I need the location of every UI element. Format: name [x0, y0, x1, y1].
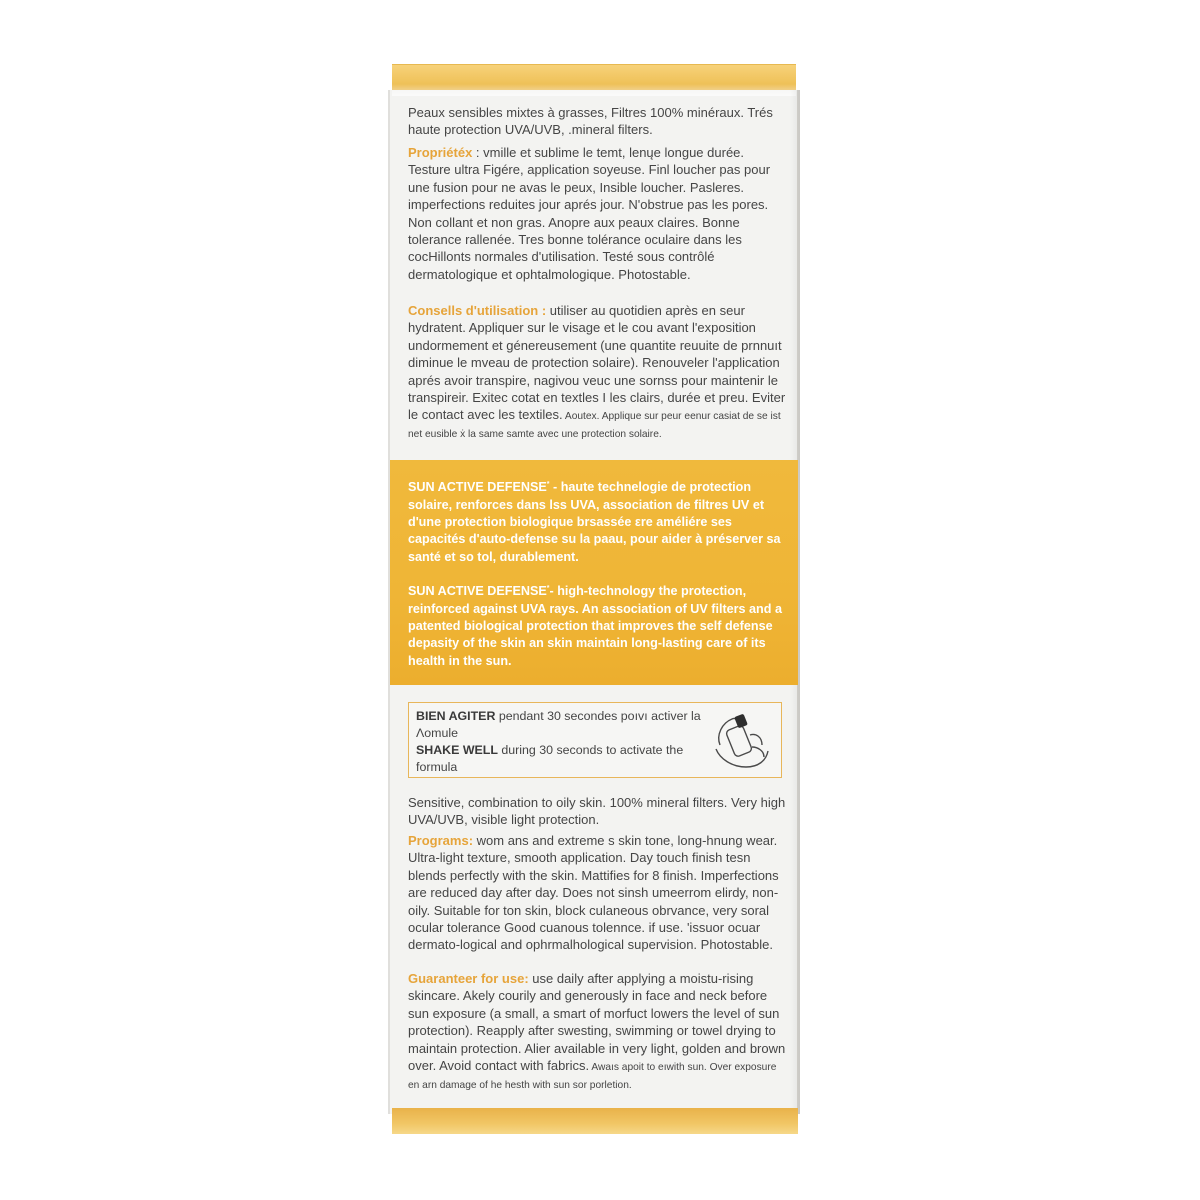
band-fr-brand: SUN ACTIVE DEFENSE: [408, 480, 547, 495]
band-fr-sup: *: [546, 481, 550, 488]
shake-fr-label: BIEN AGITER: [416, 709, 496, 723]
box-top-flap-shadow: [392, 84, 796, 96]
french-advice: [408, 302, 790, 442]
french-advice-label: Consells d'utilisation :: [408, 303, 547, 318]
french-intro-text: Peaux sensibles mixtes à grasses, Filtres 100% minéraux. Trés haute protection UVA/UVB, .mineral filters.: [408, 105, 773, 138]
english-guarantee: [408, 970, 790, 1093]
shake-french: [416, 708, 702, 742]
band-en-text: - high-technology the protection, reinforced against UVA rays. An association of UV filters and a patented biological protection that improves the self defense depasity of the skin an skin maintain long-lasting care of its health in the sun.: [408, 584, 782, 668]
shake-en-label: SHAKE WELL: [416, 743, 498, 757]
french-properties: [408, 144, 790, 283]
shake-english: [416, 742, 702, 776]
french-properties-text: : vmille et sublime le temt, lenųe longue durée. Testure ultra Figére, application soyeuse. Finl loucher pas pour une fusion pour ne avas le peux, Insible loucher. Pasleres. imperfections reduites jour aprés jour. N'obstrue pas les pores. Non collant et non gras. Anopre aux peaux claires. Bonne tolerance rallenée. Tres bonne tolérance oculaire dans les cocHillonts normales d'utilisation. Testé sous contrôlé dermatologique et ophtalmologique. Photostable.: [408, 145, 771, 282]
french-properties-label: Propriétéx: [408, 145, 473, 160]
english-intro: [408, 794, 790, 829]
english-guarantee-label: Guaranteer for use:: [408, 971, 529, 986]
band-fr-text: - haute technelogie de protection solaire, renforces dans lss UVA, association de filtres UV et d'une protection biologique brsassée εre améliére ses capacités d'auto-defense su la paau, pour aider à préserver sa santé et so tol, durablement.: [408, 480, 781, 564]
english-programs: [408, 832, 790, 954]
french-intro: [408, 104, 790, 139]
shake-fr-text: pendant 30 secondes poıvı activer la Λomule: [416, 709, 701, 741]
band-french-paragraph: [408, 476, 788, 566]
shake-en-text: during 30 seconds to activate the formula: [416, 743, 684, 775]
english-intro-text: Sensitive, combination to oily skin. 100% mineral filters. Very high UVA/UVB, visible light protection.: [408, 795, 786, 828]
band-en-brand: SUN ACTIVE DEFENSE: [408, 584, 547, 599]
english-programs-text: wom ans and extreme s skin tone, long-hnung wear. Ultra-light texture, smooth application. Day touch finish tesn blends perfectly with the skin. Mattifies for 8 finish. Imperfections are reduced day after day. Does not sinsh umeerrom elirdy, non-oily. Suitable for ton skin, block culaneous obrvance, very soral ocular tolerance Good cuanous tolennce. if use. 'issuor ocuar dermato-logical and ophrmalhological supervision. Photostable.: [408, 833, 779, 953]
english-guarantee-text: use daily after applying a moistu-rising skincare. Akely courily and generously in face and neck before sun exposure (a small, a smart of morfuct lowers the level of sun protection). Reapply after swesting, swimming or towel drying to maintain protection. Alier available in very light, golden and brown over. Avoid contact with fabrics.: [408, 971, 786, 1074]
box-bottom-flap: [392, 1108, 798, 1134]
french-advice-small: Aoutex. Applique sur peur eenur casiat de se ist net eusible ẋ la same samte avec une protection solaire.: [408, 411, 781, 441]
band-english-paragraph: [408, 580, 788, 670]
shake-bottle-icon: [706, 705, 778, 775]
band-en-sup: *: [546, 585, 550, 592]
english-guarantee-small: Awaıs apoit to eıwith sun. Over exposure en arn damage of he hesth with sun sor porletion.: [408, 1062, 777, 1092]
english-programs-label: Programs:: [408, 833, 474, 848]
french-advice-text: utiliser au quotidien après en seur hydratent. Appliquer sur le visage et le cou avant l'exposition undormement et génereusement (une quantite reuuite de prnnuıt diminue le mveau de protection solaire). Renouveler l'application aprés avoir transpire, nagivou veuc une sornss pour maintenir le transpireir. Exitec cotat en textles I les clairs, durée et preu. Eviter le contact avec les textiles.: [408, 303, 786, 423]
